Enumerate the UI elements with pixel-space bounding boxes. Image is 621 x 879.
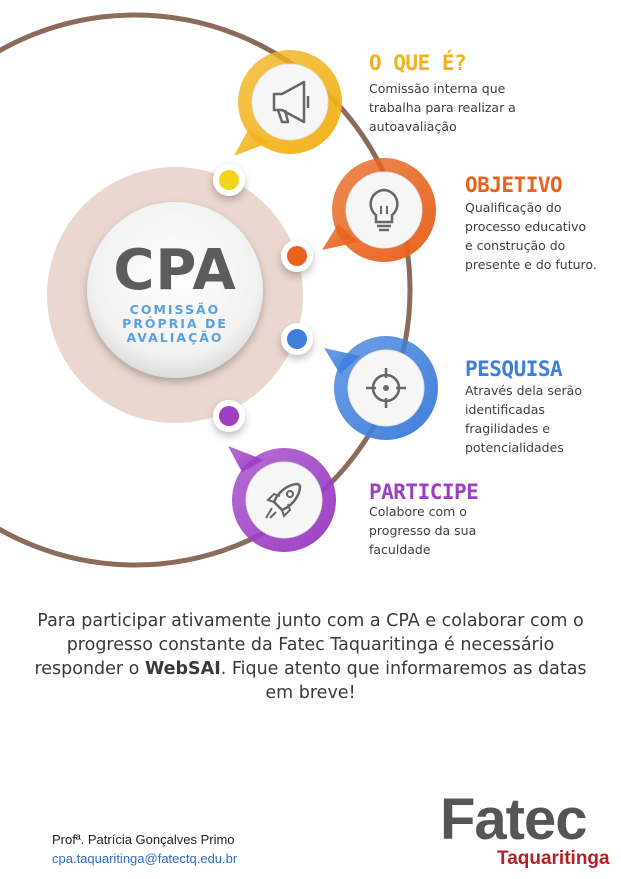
cpa-subtitle-line: PRÓPRIA DE	[122, 316, 228, 331]
fatec-logo-subtitle: Taquaritinga	[497, 848, 610, 869]
item-line: potencialidades	[465, 440, 564, 455]
item-text-o-que-e	[369, 79, 539, 136]
message-text-end: . Fique atento que informaremos as datas em breve!	[220, 659, 587, 703]
item-title-pesquisa: PESQUISA	[465, 357, 563, 381]
bubble-participe	[220, 436, 348, 564]
item-title-participe: PARTICIPE	[369, 480, 479, 504]
message-text: Para participar ativamente junto com a CPA e colaborar com o progresso constante da Fatec Taquaritinga é necessário responder o	[34, 611, 584, 679]
item-line: progresso da sua	[369, 523, 477, 538]
item-line: Qualificação do	[465, 200, 562, 215]
cpa-title: CPA	[113, 238, 237, 303]
item-text-objetivo	[465, 198, 615, 274]
ring-dot	[219, 406, 239, 426]
item-line: identificadas	[465, 402, 545, 417]
item-line: trabalha para realizar a	[369, 100, 516, 115]
bubble-face	[346, 172, 422, 248]
ring-dot	[219, 170, 239, 190]
item-title-objetivo: OBJETIVO	[465, 173, 563, 197]
ring-dot	[287, 246, 307, 266]
cpa-subtitle	[110, 303, 240, 345]
ring-dot	[287, 329, 307, 349]
cpa-subtitle-line: COMISSÃO	[129, 302, 221, 317]
websai-label: WebSAI	[144, 659, 221, 679]
main-message	[20, 609, 601, 705]
email-link[interactable]: cpa.taquaritinga@fatectq.edu.br	[52, 851, 238, 866]
author-name: Profª. Patrícia Gonçalves Primo	[52, 832, 235, 847]
item-line: faculdade	[369, 542, 431, 557]
item-text-participe	[369, 502, 519, 559]
item-line: Através dela serão	[465, 383, 582, 398]
item-line: e construção do	[465, 238, 566, 253]
item-line: presente e do futuro.	[465, 257, 597, 272]
item-title-o-que-e: O QUE É?	[369, 51, 467, 75]
bubble-face	[246, 462, 322, 538]
cpa-subtitle-line: AVALIAÇÃO	[126, 330, 224, 345]
bubble-pesquisa	[322, 324, 450, 452]
item-line: processo educativo	[465, 219, 587, 234]
fatec-logo: Fatec	[440, 787, 587, 852]
item-line: Colabore com o	[369, 504, 467, 519]
bubble-objetivo	[320, 146, 448, 274]
item-text-pesquisa	[465, 381, 615, 457]
item-line: fragilidades e	[465, 421, 550, 436]
bubble-face	[252, 64, 328, 140]
item-line: autoavaliação	[369, 119, 457, 134]
item-line: Comissão interna que	[369, 81, 506, 96]
